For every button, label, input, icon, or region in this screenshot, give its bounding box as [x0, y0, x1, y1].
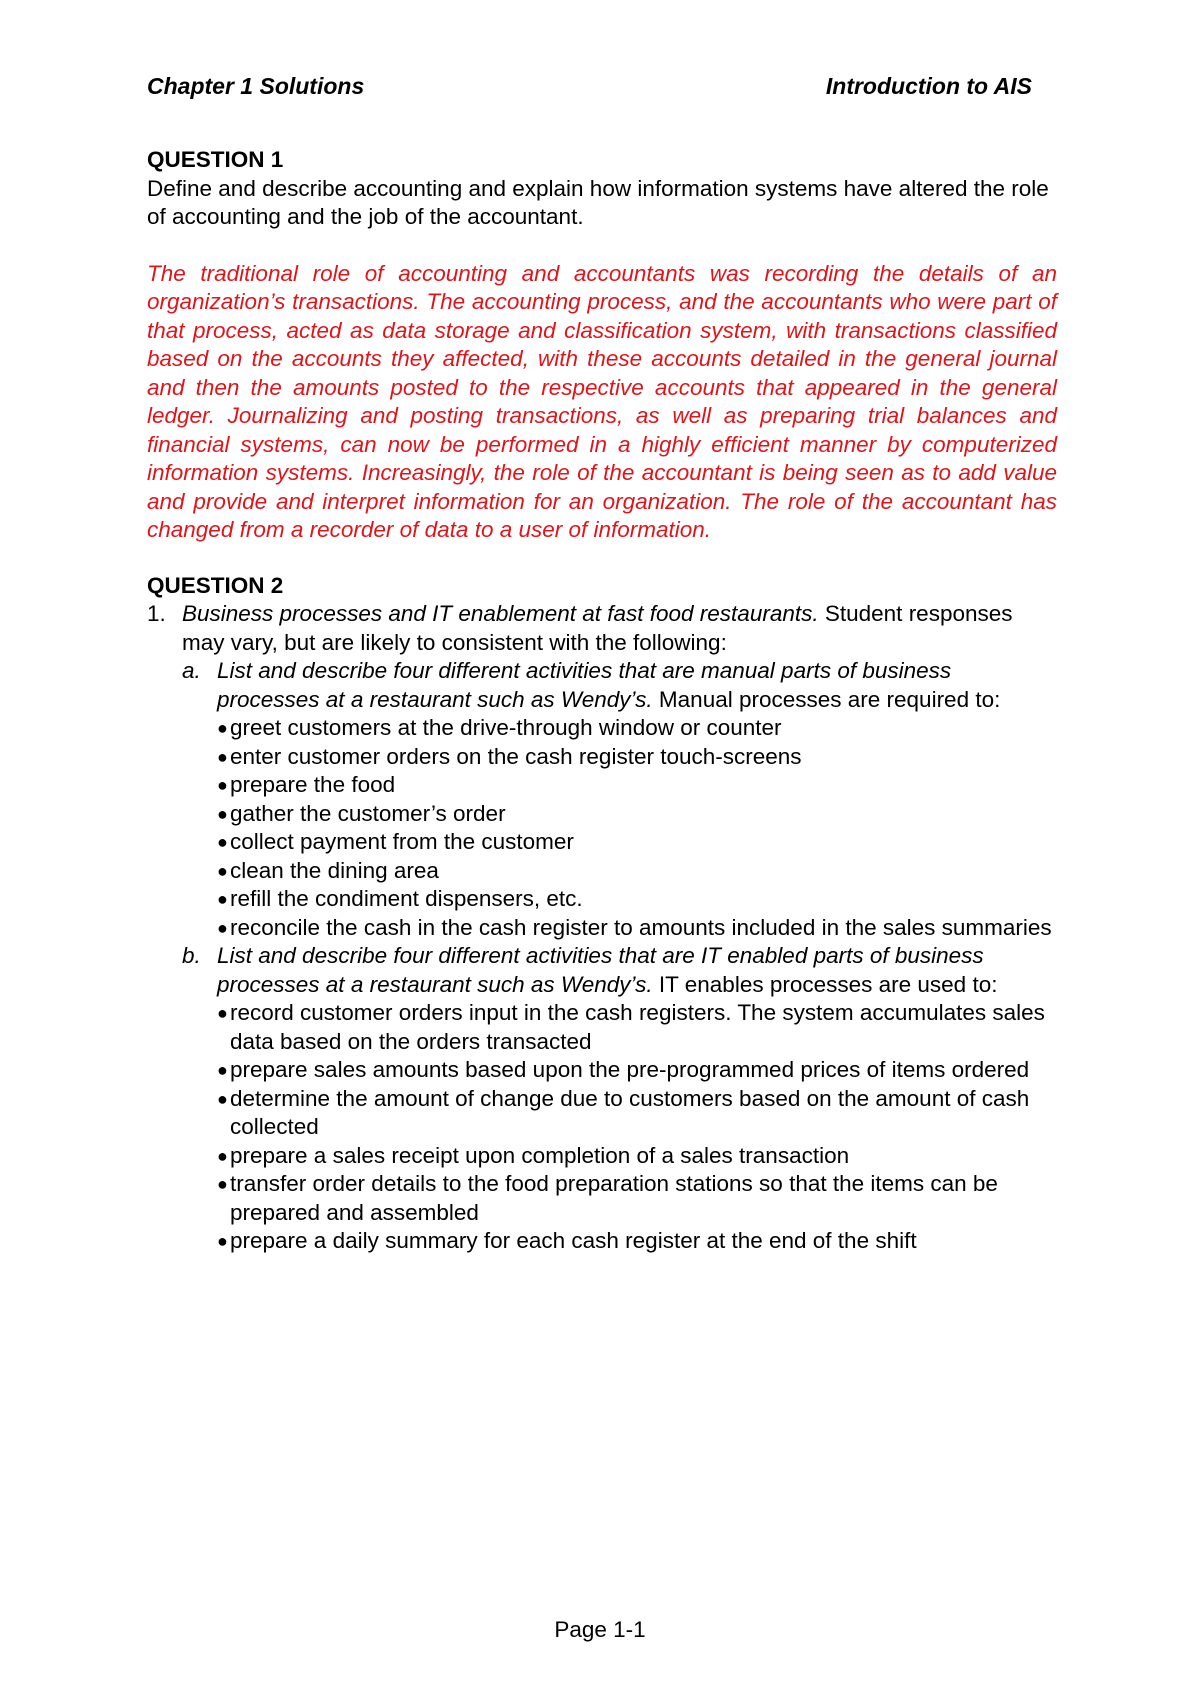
- bullet-icon: ●: [217, 775, 228, 795]
- page-number: Page 1-1: [554, 1617, 646, 1642]
- bullet-icon: ●: [217, 746, 228, 767]
- item-text: Student responses may vary, but are likely to consistent with the following:: [182, 601, 1013, 655]
- list-item: ● prepare a sales receipt upon completion of a sales transaction: [217, 1142, 1057, 1171]
- document-body: [147, 146, 1057, 1256]
- page-header: [147, 72, 1032, 100]
- list-item: ● determine the amount of change due to customers based on the amount of cash collected: [217, 1085, 1057, 1142]
- bullet-icon: ●: [217, 917, 228, 938]
- list-item: ● clean the dining area: [217, 857, 1057, 886]
- part-a-prompt: List and describe four different activities that are manual parts of business processes at a restaurant such as Wendy’s.: [217, 658, 952, 712]
- list-item: ● record customer orders input in the cash registers. The system accumulates sales data based on the orders transacted: [217, 999, 1057, 1056]
- bullet-icon: ●: [217, 832, 228, 852]
- page-footer: [0, 1617, 1200, 1643]
- question-2-item-1: [147, 600, 1057, 1256]
- header-chapter-title: Chapter 1 Solutions: [147, 73, 365, 99]
- part-b-intro: [217, 942, 1057, 999]
- part-b-bullet-list: [217, 999, 1057, 1256]
- question-1: [147, 146, 1057, 545]
- question-2-heading: QUESTION 2: [147, 572, 284, 598]
- list-item: ● prepare the food: [217, 771, 1057, 800]
- part-b-letter: b.: [182, 943, 201, 968]
- part-a-bullet-list: [217, 714, 1057, 942]
- bullet-icon: ●: [217, 1145, 228, 1166]
- bullet-icon: ●: [217, 1060, 228, 1080]
- item-number: 1.: [147, 601, 166, 626]
- item-title: Business processes and IT enablement at fast food restaurants.: [182, 601, 819, 626]
- part-a-lead: Manual processes are required to:: [658, 686, 1001, 712]
- list-item: ● enter customer orders on the cash register touch-screens: [217, 743, 1057, 772]
- part-a: [182, 657, 1057, 942]
- part-b-prompt: List and describe four different activities that are IT enabled parts of business processes at a restaurant such as Wendy’s.: [217, 943, 984, 997]
- part-b: [182, 942, 1057, 1256]
- bullet-icon: ●: [217, 1003, 228, 1023]
- list-item: ● prepare sales amounts based upon the pre-programmed prices of items ordered: [217, 1056, 1057, 1085]
- part-a-letter: a.: [182, 658, 201, 683]
- part-a-intro: [217, 657, 1057, 714]
- question-1-heading: QUESTION 1: [147, 147, 284, 172]
- bullet-icon: ●: [217, 860, 228, 881]
- bullet-icon: ●: [217, 718, 228, 738]
- list-item: ● collect payment from the customer: [217, 828, 1057, 857]
- list-item: ● gather the customer’s order: [217, 800, 1057, 829]
- bullet-icon: ●: [217, 1174, 228, 1194]
- question-1-answer: The traditional role of accounting and accountants was recording the details of an organization’s transactions. The accounting process, and the accountants who were part of that process, acted as data storage and classification system, with transactions classified based on the accounts they affected, with these accounts detailed in the general journal and then the amounts posted to the respective accounts that appeared in the general ledger. Journalizing and posting transactions, as well as preparing trial balances and financial systems, can now be performed in a highly efficient manner by computerized information systems. Increasingly, the role of the accountant is being seen as to add value and provide and interpret information for an organization. The role of the accountant has changed from a recorder of data to a user of information.: [147, 260, 1057, 542]
- list-item: ● refill the condiment dispensers, etc.: [217, 885, 1057, 914]
- list-item: ● prepare a daily summary for each cash register at the end of the shift: [217, 1227, 1057, 1256]
- bullet-icon: ●: [217, 889, 228, 909]
- question-2: [147, 572, 1057, 1256]
- bullet-icon: ●: [217, 1231, 228, 1251]
- bullet-icon: ●: [217, 1088, 228, 1109]
- question-1-prompt: Define and describe accounting and explain how information systems have altered the role of accounting and the job of the accountant.: [147, 175, 1049, 229]
- bullet-icon: ●: [217, 803, 228, 824]
- part-b-lead: IT enables processes are used to:: [658, 971, 998, 997]
- list-item: ● transfer order details to the food preparation stations so that the items can be prepared and assembled: [217, 1170, 1057, 1227]
- list-item: ● reconcile the cash in the cash register to amounts included in the sales summaries: [217, 914, 1057, 943]
- list-item: ● greet customers at the drive-through window or counter: [217, 714, 1057, 743]
- header-course-title: Introduction to AIS: [825, 73, 1032, 99]
- item-intro: [182, 600, 1057, 657]
